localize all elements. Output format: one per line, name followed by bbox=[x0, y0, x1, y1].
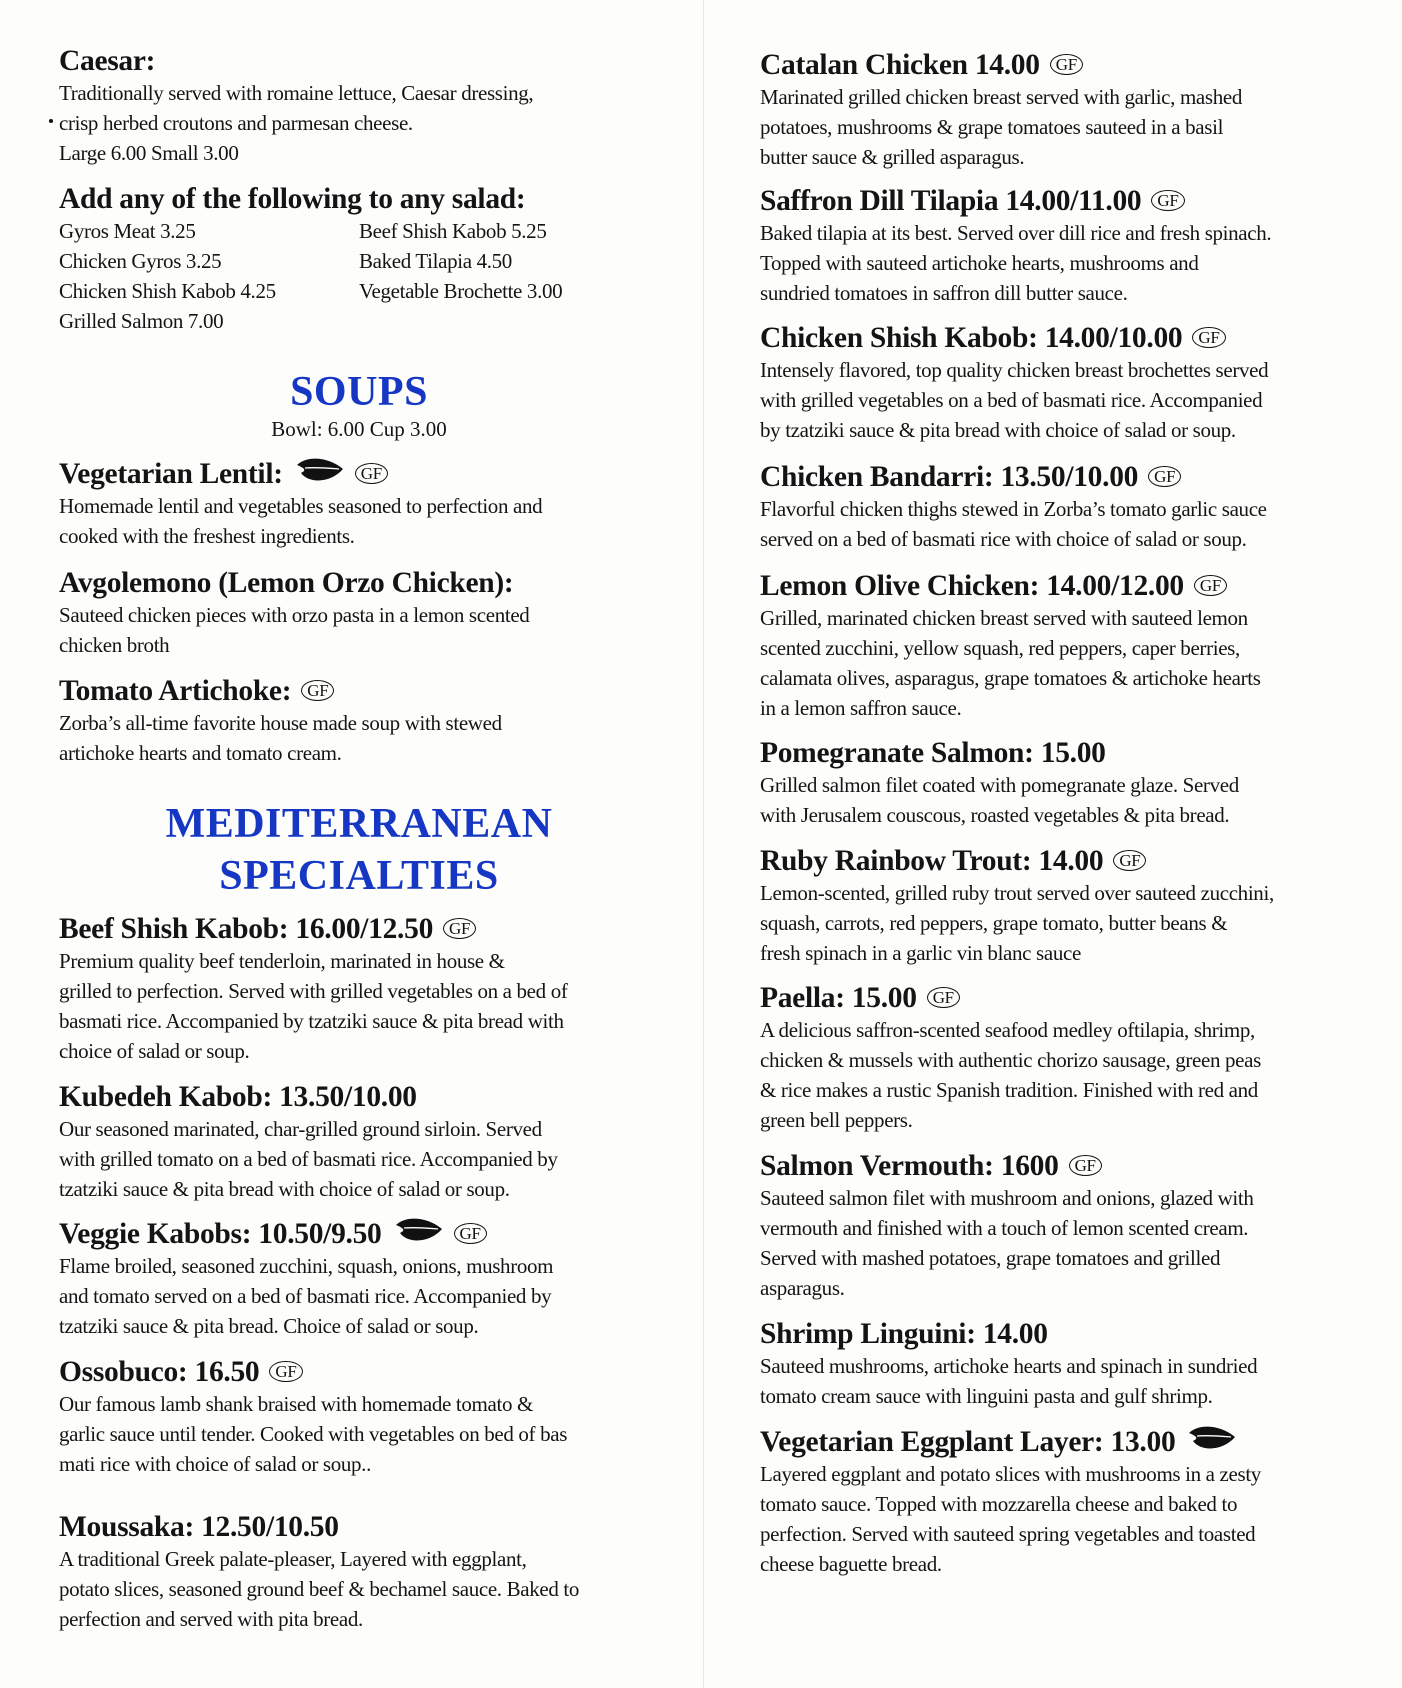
item-description-line: chicken & mussels with authentic chorizo sausage, green peas bbox=[760, 1048, 1261, 1072]
item-description-line: vermouth and finished with a touch of lemon scented cream. bbox=[760, 1216, 1249, 1240]
item-title: Chicken Shish Kabob: 14.00/10.00 bbox=[760, 322, 1183, 354]
item-description-line: Homemade lentil and vegetables seasoned to perfection and bbox=[59, 494, 543, 518]
menu-item bbox=[760, 844, 1400, 968]
item-description-line: with Jerusalem couscous, roasted vegetables & pita bread. bbox=[760, 803, 1230, 827]
item-title-row bbox=[760, 1149, 1400, 1183]
item-description-line: cheese baguette bread. bbox=[760, 1552, 942, 1576]
item-price-line: Large 6.00 Small 3.00 bbox=[59, 141, 239, 165]
gf-icon: GF bbox=[1050, 54, 1083, 75]
gf-icon: GF bbox=[1194, 575, 1227, 596]
addon-item: Chicken Gyros 3.25 bbox=[59, 249, 222, 273]
item-description-line: choice of salad or soup. bbox=[59, 1039, 250, 1063]
item-description-line: artichoke hearts and tomato cream. bbox=[59, 741, 342, 765]
item-title-row bbox=[760, 184, 1400, 218]
item-description-line: tomato cream sauce with linguini pasta and gulf shrimp. bbox=[760, 1384, 1213, 1408]
item-description-line: garlic sauce until tender. Cooked with vegetables on bed of bas bbox=[59, 1422, 568, 1446]
section-title-specialties-line1: MEDITERRANEAN bbox=[165, 801, 553, 847]
item-description-line: perfection and served with pita bread. bbox=[59, 1607, 363, 1631]
item-description-line: Our famous lamb shank braised with homemade tomato & bbox=[59, 1392, 534, 1416]
addon-item: Gyros Meat 3.25 bbox=[59, 219, 196, 243]
menu-item bbox=[59, 1355, 699, 1479]
item-description-line: perfection. Served with sauteed spring vegetables and toasted bbox=[760, 1522, 1256, 1546]
salad-addons bbox=[59, 182, 699, 336]
item-title-row bbox=[760, 460, 1400, 494]
menu-item bbox=[59, 457, 699, 551]
section-title-soups: SOUPS bbox=[290, 369, 428, 415]
item-description-line: Flame broiled, seasoned zucchini, squash, onions, mushroom bbox=[59, 1254, 554, 1278]
item-description-line: chicken broth bbox=[59, 633, 170, 657]
item-title: Beef Shish Kabob: 16.00/12.50 bbox=[59, 913, 434, 945]
addons-title: Add any of the following to any salad: bbox=[59, 183, 526, 215]
item-title-row bbox=[59, 566, 699, 600]
item-title: Vegetarian Eggplant Layer: 13.00 bbox=[760, 1426, 1176, 1458]
item-title: Paella: 15.00 bbox=[760, 982, 917, 1014]
item-description-line: grilled to perfection. Served with grilled vegetables on a bed of bbox=[59, 979, 568, 1003]
item-title-row bbox=[760, 1317, 1400, 1351]
item-title-row bbox=[760, 1425, 1400, 1459]
gf-icon: GF bbox=[1192, 327, 1225, 348]
item-description-line: tomato sauce. Topped with mozzarella cheese and baked to bbox=[760, 1492, 1238, 1516]
gf-icon: GF bbox=[443, 918, 476, 939]
item-title-row bbox=[59, 1510, 699, 1544]
item-description-line: potato slices, seasoned ground beef & bechamel sauce. Baked to bbox=[59, 1577, 580, 1601]
item-description-line: squash, carrots, red peppers, grape tomato, butter beans & bbox=[760, 911, 1228, 935]
item-title: Ossobuco: 16.50 bbox=[59, 1356, 260, 1388]
menu-item bbox=[59, 1080, 699, 1204]
item-description-line: green bell peppers. bbox=[760, 1108, 913, 1132]
section-title-specialties-line2: SPECIALTIES bbox=[219, 853, 499, 899]
addon-item: Baked Tilapia 4.50 bbox=[359, 249, 512, 273]
item-description-line: in a lemon saffron sauce. bbox=[760, 696, 962, 720]
addon-item: Grilled Salmon 7.00 bbox=[59, 309, 224, 333]
item-title: Pomegranate Salmon: 15.00 bbox=[760, 737, 1106, 769]
leaf-icon bbox=[394, 1217, 444, 1251]
gf-icon: GF bbox=[454, 1223, 487, 1244]
item-title-row bbox=[59, 1080, 699, 1114]
menu-item bbox=[760, 1317, 1400, 1411]
item-description-line: scented zucchini, yellow squash, red peppers, caper berries, bbox=[760, 636, 1240, 660]
item-title: Ruby Rainbow Trout: 14.00 bbox=[760, 845, 1104, 877]
addons-list bbox=[59, 216, 699, 336]
item-description-line: fresh spinach in a garlic vin blanc sauce bbox=[760, 941, 1081, 965]
item-title: Avgolemono (Lemon Orzo Chicken): bbox=[59, 567, 514, 599]
item-description-line: Lemon-scented, grilled ruby trout served over sauteed zucchini, bbox=[760, 881, 1274, 905]
item-description-line: Sauteed salmon filet with mushroom and onions, glazed with bbox=[760, 1186, 1254, 1210]
item-description-line: with grilled tomato on a bed of basmati rice. Accompanied by bbox=[59, 1147, 558, 1171]
item-description-line: tzatziki sauce & pita bread with choice of salad or soup. bbox=[59, 1177, 510, 1201]
item-description-line: & rice makes a rustic Spanish tradition. Finished with red and bbox=[760, 1078, 1258, 1102]
leaf-icon bbox=[1187, 1425, 1237, 1459]
soups-pricing: Bowl: 6.00 Cup 3.00 bbox=[271, 417, 447, 441]
item-title-row bbox=[59, 674, 699, 708]
menu-item bbox=[760, 1149, 1400, 1303]
gf-icon: GF bbox=[269, 1361, 302, 1382]
menu-item bbox=[59, 912, 699, 1066]
item-title-row bbox=[59, 1217, 699, 1251]
item-title: Kubedeh Kabob: 13.50/10.00 bbox=[59, 1081, 417, 1113]
gf-icon: GF bbox=[301, 680, 334, 701]
item-description-line: asparagus. bbox=[760, 1276, 845, 1300]
item-title-row bbox=[760, 736, 1400, 770]
item-description-line: by tzatziki sauce & pita bread with choice of salad or soup. bbox=[760, 418, 1236, 442]
menu-item bbox=[760, 1425, 1400, 1579]
item-title: Shrimp Linguini: 14.00 bbox=[760, 1318, 1048, 1350]
item-description-line: Sauteed mushrooms, artichoke hearts and spinach in sundried bbox=[760, 1354, 1258, 1378]
item-description-line: A traditional Greek palate-pleaser, Layered with eggplant, bbox=[59, 1547, 527, 1571]
addon-item: Beef Shish Kabob 5.25 bbox=[359, 219, 547, 243]
menu-item bbox=[59, 1217, 699, 1341]
item-description-line: Premium quality beef tenderloin, marinated in house & bbox=[59, 949, 505, 973]
menu-item bbox=[760, 981, 1400, 1135]
item-title: Catalan Chicken 14.00 bbox=[760, 49, 1040, 81]
item-title: Lemon Olive Chicken: 14.00/12.00 bbox=[760, 570, 1184, 602]
item-title-row bbox=[760, 844, 1400, 878]
item-title: Tomato Artichoke: bbox=[59, 675, 292, 707]
item-title: Vegetarian Lentil: bbox=[59, 458, 283, 490]
item-title: Salmon Vermouth: 1600 bbox=[760, 1150, 1059, 1182]
addon-item: Vegetable Brochette 3.00 bbox=[359, 279, 563, 303]
item-description-line: Marinated grilled chicken breast served with garlic, mashed bbox=[760, 85, 1242, 109]
item-title-row bbox=[59, 912, 699, 946]
item-description-line: sundried tomatoes in saffron dill butter sauce. bbox=[760, 281, 1128, 305]
item-title: Caesar: bbox=[59, 45, 156, 77]
item-description-line: tzatziki sauce & pita bread. Choice of salad or soup. bbox=[59, 1314, 479, 1338]
menu-item bbox=[59, 1510, 699, 1634]
gf-icon: GF bbox=[1148, 466, 1181, 487]
item-title-row bbox=[760, 981, 1400, 1015]
item-description-line: and tomato served on a bed of basmati rice. Accompanied by bbox=[59, 1284, 552, 1308]
leaf-icon bbox=[295, 457, 345, 491]
item-description-line: Baked tilapia at its best. Served over dill rice and fresh spinach. bbox=[760, 221, 1272, 245]
menu-item bbox=[760, 184, 1400, 308]
menu-item-caesar bbox=[59, 44, 699, 168]
column-divider bbox=[703, 0, 704, 1688]
item-description-line: calamata olives, asparagus, grape tomatoes & artichoke hearts bbox=[760, 666, 1261, 690]
menu-item bbox=[760, 569, 1400, 723]
item-description-line: Intensely flavored, top quality chicken breast brochettes served bbox=[760, 358, 1269, 382]
menu-item bbox=[760, 736, 1400, 830]
item-description-line: Traditionally served with romaine lettuce, Caesar dressing, bbox=[59, 81, 534, 105]
gf-icon: GF bbox=[927, 987, 960, 1008]
item-description-line: Topped with sauteed artichoke hearts, mushrooms and bbox=[760, 251, 1199, 275]
item-description-line: Zorba’s all-time favorite house made soup with stewed bbox=[59, 711, 502, 735]
item-title-row bbox=[59, 457, 699, 491]
item-description-line: with grilled vegetables on a bed of basmati rice. Accompanied bbox=[760, 388, 1263, 412]
menu-item bbox=[760, 48, 1400, 172]
item-title-row bbox=[760, 569, 1400, 603]
gf-icon: GF bbox=[1151, 190, 1184, 211]
item-description-line: basmati rice. Accompanied by tzatziki sauce & pita bread with bbox=[59, 1009, 564, 1033]
item-description-line: crisp herbed croutons and parmesan cheese. bbox=[59, 111, 413, 135]
item-title: Moussaka: 12.50/10.50 bbox=[59, 1511, 339, 1543]
item-description-line: butter sauce & grilled asparagus. bbox=[760, 145, 1025, 169]
item-description-line: Grilled salmon filet coated with pomegranate glaze. Served bbox=[760, 773, 1239, 797]
item-description-line: mati rice with choice of salad or soup.. bbox=[59, 1452, 371, 1476]
menu-item bbox=[760, 321, 1400, 445]
item-title: Chicken Bandarri: 13.50/10.00 bbox=[760, 461, 1139, 493]
gf-icon: GF bbox=[1069, 1155, 1102, 1176]
gf-icon: GF bbox=[355, 463, 388, 484]
item-description-line: Served with mashed potatoes, grape tomatoes and grilled bbox=[760, 1246, 1221, 1270]
item-title: Saffron Dill Tilapia 14.00/11.00 bbox=[760, 185, 1142, 217]
gf-icon: GF bbox=[1113, 850, 1146, 871]
item-description-line: Grilled, marinated chicken breast served with sauteed lemon bbox=[760, 606, 1248, 630]
item-description-line: potatoes, mushrooms & grape tomatoes sauteed in a basil bbox=[760, 115, 1224, 139]
addon-item: Chicken Shish Kabob 4.25 bbox=[59, 279, 276, 303]
item-description-line: Our seasoned marinated, char-grilled ground sirloin. Served bbox=[59, 1117, 542, 1141]
menu-item bbox=[59, 566, 699, 660]
item-description-line: served on a bed of basmati rice with choice of salad or soup. bbox=[760, 527, 1247, 551]
item-title-row bbox=[760, 321, 1400, 355]
item-description-line: Layered eggplant and potato slices with mushrooms in a zesty bbox=[760, 1462, 1261, 1486]
stray-dot bbox=[49, 119, 53, 123]
item-description-line: Flavorful chicken thighs stewed in Zorba’s tomato garlic sauce bbox=[760, 497, 1267, 521]
item-title-row bbox=[59, 1355, 699, 1389]
item-title: Veggie Kabobs: 10.50/9.50 bbox=[59, 1218, 382, 1250]
menu-item bbox=[59, 674, 699, 768]
item-title-row bbox=[760, 48, 1400, 82]
menu-item bbox=[760, 460, 1400, 554]
item-description-line: cooked with the freshest ingredients. bbox=[59, 524, 355, 548]
item-description-line: A delicious saffron-scented seafood medley oftilapia, shrimp, bbox=[760, 1018, 1255, 1042]
item-description-line: Sauteed chicken pieces with orzo pasta in a lemon scented bbox=[59, 603, 530, 627]
